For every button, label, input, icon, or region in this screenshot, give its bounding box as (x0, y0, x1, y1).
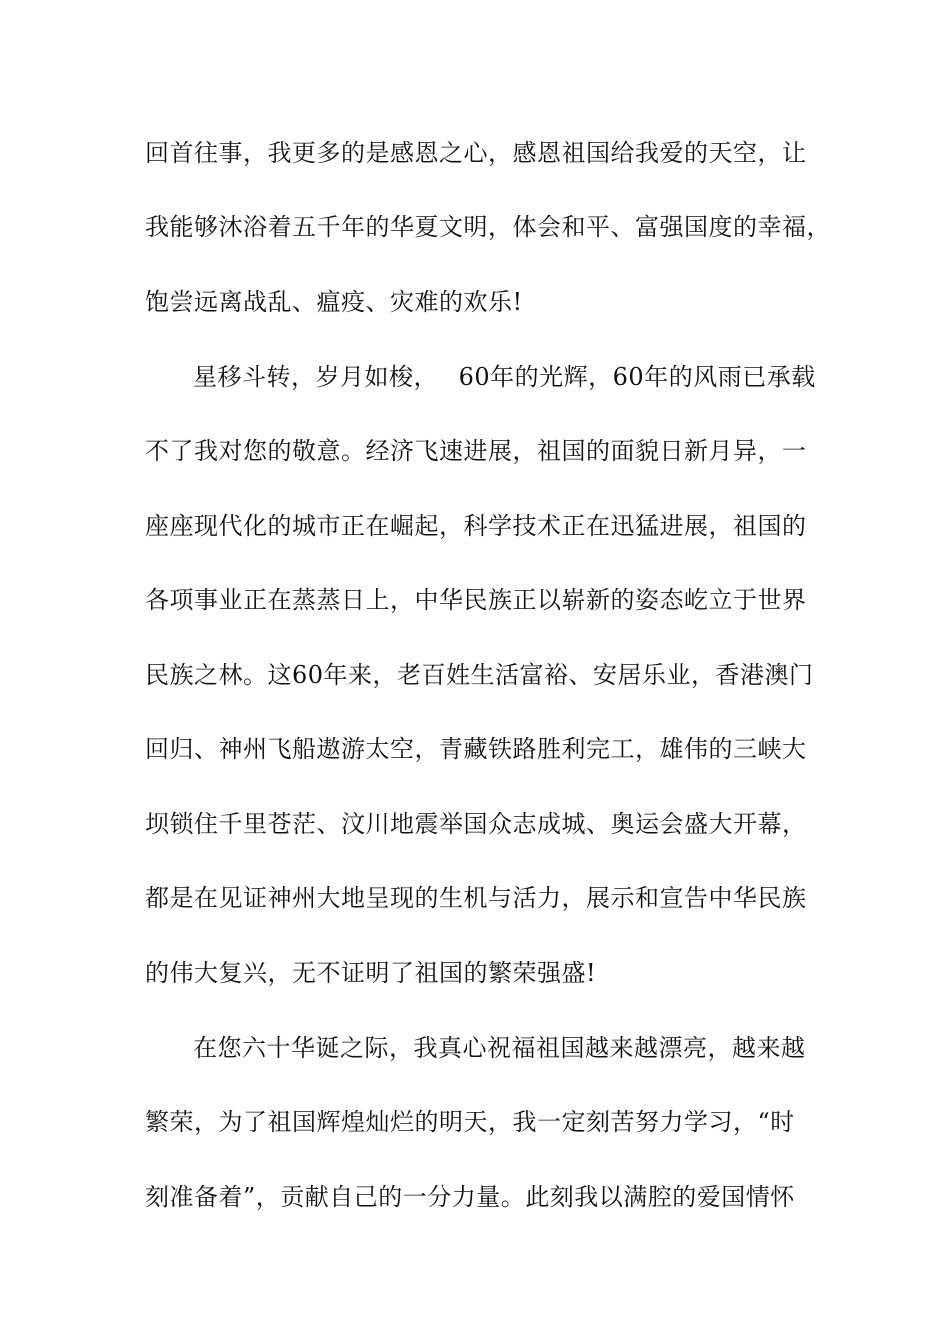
paragraph-first-line: 在您六十华诞之际，我真心祝福祖国越来越漂亮，越来越 (193, 1034, 806, 1062)
text-line: 饱尝远离战乱、瘟疫、灾难的欢乐! (145, 288, 523, 316)
text-line: 我能够沐浴着五千年的华夏文明，体会和平、富强国度的幸福， (145, 213, 831, 241)
text-line: 坝锁住千里苍茫、汶川地震举国众志成城、奥运会盛大开幕， (145, 810, 807, 838)
text-line: 的伟大复兴，无不证明了祖国的繁荣强盛! (145, 959, 597, 987)
text-line: 繁荣，为了祖国辉煌灿烂的明天，我一定刻苦努力学习，“时 (145, 1108, 795, 1136)
text-line: 都是在见证神州大地呈现的生机与活力，展示和宣告中华民族 (145, 884, 807, 912)
text-line: 座座现代化的城市正在崛起，科学技术正在迅猛进展，祖国的 (145, 512, 807, 540)
text-line: 各项事业正在蒸蒸日上，中华民族正以崭新的姿态屹立于世界 (145, 586, 807, 614)
paragraph-first-line: 星移斗转，岁月如梭， 60年的光辉，60年的风雨已承载 (193, 363, 816, 391)
text-line: 刻准备着”，贡献自己的一分力量。此刻我以满腔的爱国情怀 (145, 1183, 795, 1211)
text-line: 回首往事，我更多的是感恩之心，感恩祖国给我爱的天空，让 (145, 139, 807, 167)
text-line: 回归、神州飞船遨游太空，青藏铁路胜利完工，雄伟的三峡大 (145, 735, 807, 763)
text-line: 民族之林。这60年来，老百姓生活富裕、安居乐业，香港澳门 (145, 661, 814, 689)
text-line: 不了我对您的敬意。经济飞速进展，祖国的面貌日新月异，一 (145, 437, 807, 465)
